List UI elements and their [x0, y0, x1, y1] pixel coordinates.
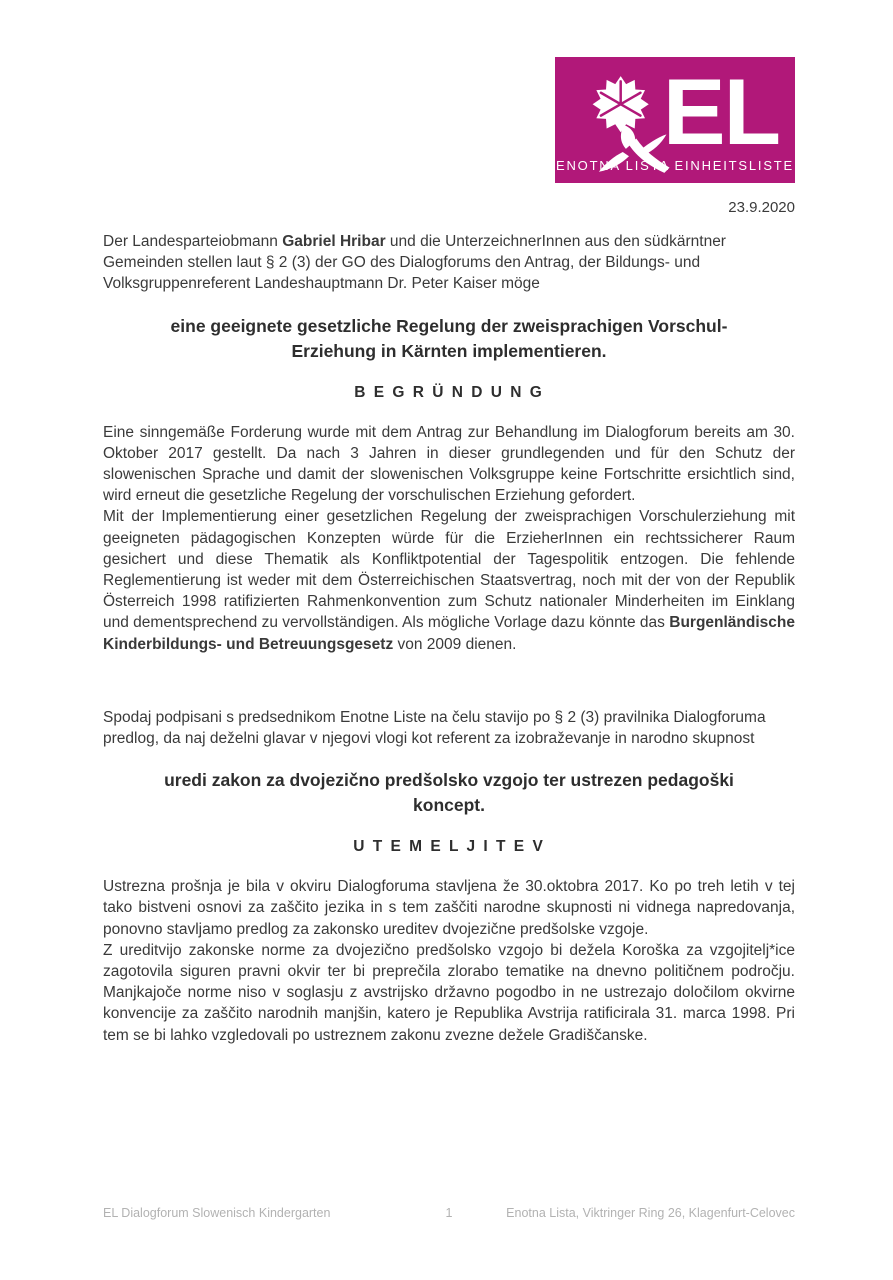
intro-de-text-end: und die UnterzeichnerInnen aus den südkärntner Gemeinden stellen laut § 2 (3) der GO des Dialogforums den Antrag, der Bildungs- und Volksgruppenreferent Landeshauptmann Dr. Peter Kaiser möge: [103, 233, 726, 293]
intro-de-bold-name: Gabriel Hribar: [282, 233, 386, 250]
section-heading-begruendung: B E G R Ü N D U N G: [354, 383, 544, 401]
motion-heading-de: eine geeignete gesetzliche Regelung der zweisprachigen Vorschul-Erziehung in Kärnten implementieren.: [170, 315, 728, 361]
begruendung-paragraph-1: Eine sinngemäße Forderung wurde mit dem Antrag zur Behandlung im Dialogforum bereits am 30. Oktober 2017 gestellt. Da nach 3 Jahren in dieser grundlegenden und für den Schutz der slowenischen Sprache und damit der slowenischen Volksgruppe keine Fortschritte ersichtlich sind, wird erneut die gesetzliche Regelung der vorschulischen Erziehung gefordert.: [103, 423, 795, 505]
footer-address: Enotna Lista, Viktringer Ring 26, Klagenfurt-Celovec: [506, 1206, 795, 1220]
begruendung-paragraph-2: [103, 506, 795, 654]
intro-de-text-start: Der Landesparteiobmann: [103, 233, 283, 250]
intro-paragraph-sl: Spodaj podpisani s predsednikom Enotne Liste na čelu stavijo po § 2 (3) pravilnika Dialogforuma predlog, da naj deželni glavar v njegovi vlogi kot referent za izobraževanje in narodno skupnost: [103, 708, 766, 748]
begruendung-p2-bold-law: Burgenländische Kinderbildungs- und Betreuungsgesetz: [103, 614, 795, 653]
document-content: [103, 0, 795, 1046]
utemeljitev-paragraph-1: Ustrezna prošnja je bila v okviru Dialogforuma stavljena že 30.oktobra 2017. Ko po treh letih v tej tako bistveni osnovi za zaščito jezika in s tem zaščiti narodne skupnosti ni vidnega napredovanja, ponovno stavljamo predlog za zakonsko ureditev dvojezične predšolske vzgoje.: [103, 878, 795, 938]
document-date: 23.9.2020: [728, 199, 795, 216]
footer-document-title: EL Dialogforum Slowenisch Kindergarten: [103, 1206, 331, 1220]
el-logo: [555, 57, 795, 183]
page-footer: [103, 1206, 795, 1220]
section-heading-utemeljitev: U T E M E L J I T E V: [353, 838, 545, 856]
motion-heading-sl: uredi zakon za dvojezično predšolsko vzgojo ter ustrezen pedagoški koncept.: [164, 770, 734, 816]
begruendung-p2-text-start: Mit der Implementierung einer gesetzlichen Regelung der zweisprachigen Vorschulerziehung mit geeigneten pädagogischen Konzepten würde für die ErzieherInnen ein rechtssicherer Raum gesichert und diese Thematik als Konfliktpotential der Tagespolitik entzogen. Die fehlende Reglementierung ist weder mit dem Österreichischen Staatsvertrag, noch mit der von der Republik Österreich 1998 ratifizierten Rahmenkonvention zum Schutz nationaler Minderheiten im Einklang und dementsprechend zu vervollständigen. Als mögliche Vorlage dazu könnte das: [103, 508, 795, 632]
logo-caption: ENOTNA LISTA EINHEITSLISTE: [556, 158, 794, 173]
intro-paragraph-de: [103, 231, 795, 295]
begruendung-p2-text-end: von 2009 dienen.: [393, 635, 517, 653]
footer-page-number: 1: [445, 1206, 453, 1220]
utemeljitev-paragraph-2: Z ureditvijo zakonske norme za dvojezično predšolsko vzgojo bi dežela Koroška za vzgojitelj*ice zagotovila siguren pravni okvir ter bi preprečila zlorabo tematike na dnevno političnem področju. Manjkajoče norme niso v soglasju z avstrijsko državno pogodbo in ne ustrezajo določilom okvirne konvencije za zaščito narodnih manjšin, katero je Republika Avstrija ratificirala 31. marca 1998. Pri tem se bi lahko vzgledovali po ustreznem zakonu zvezne dežele Gradiščanske.: [103, 941, 795, 1044]
logo-acronym: EL: [662, 59, 779, 164]
